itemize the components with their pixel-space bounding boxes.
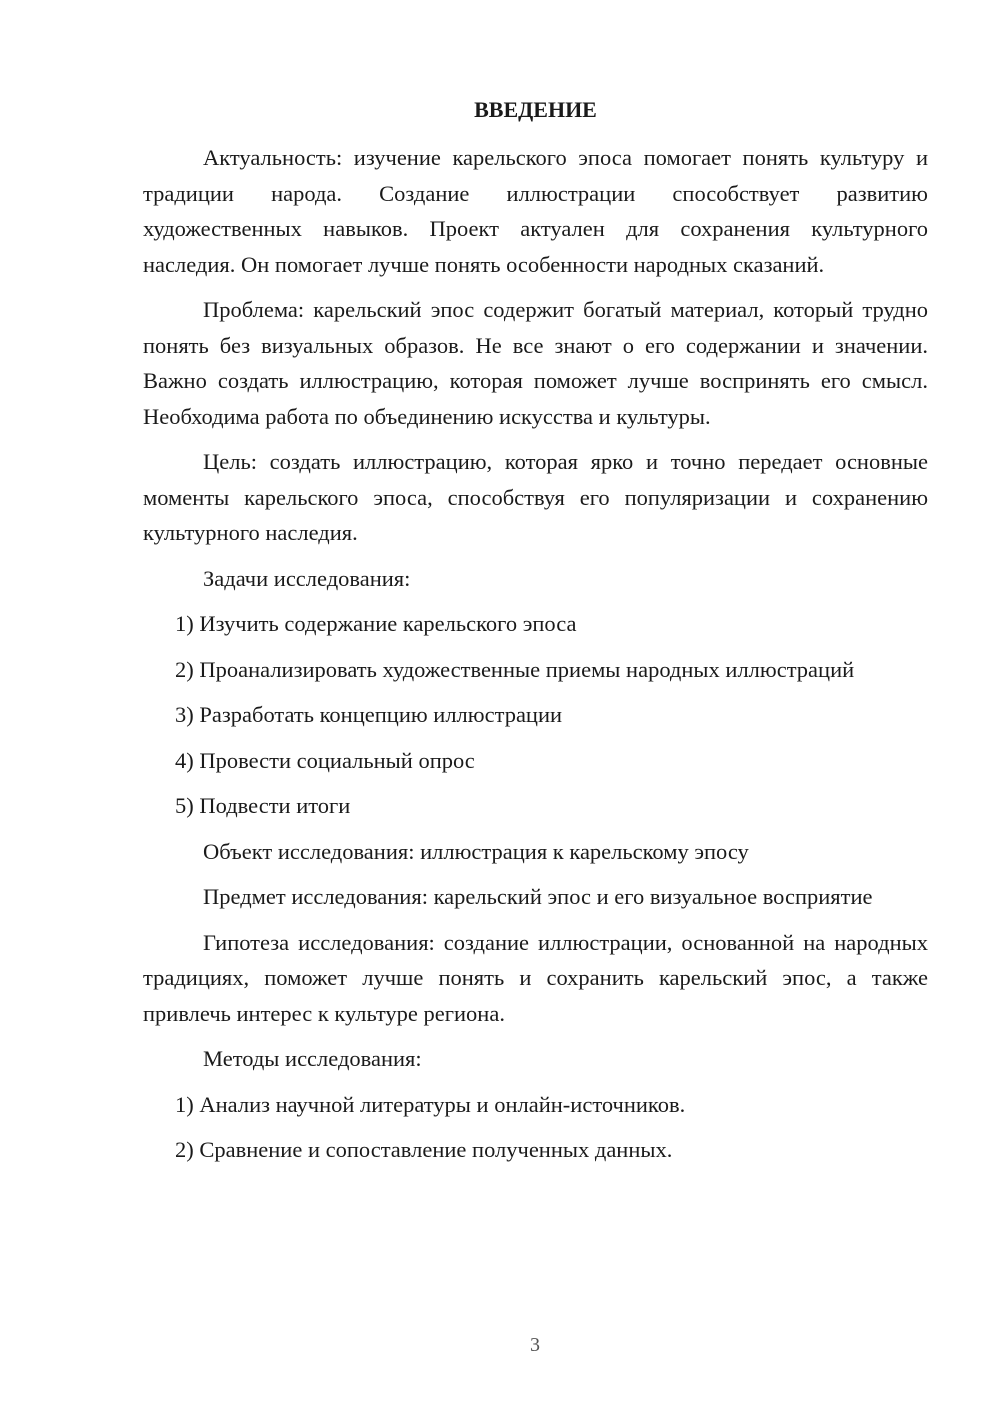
methods-heading: Методы исследования:	[203, 1046, 422, 1071]
method-item-2: 2) Сравнение и сопоставление полученных данных.	[175, 1137, 673, 1162]
paragraph-subject: Предмет исследования: карельский эпос и его визуальное восприятие	[203, 884, 873, 909]
paragraph-goal: Цель: создать иллюстрацию, которая ярко и точно передает основные моменты карельского эпоса, способствуя его популяризации и сохранению культурного наследия.	[143, 449, 928, 545]
paragraph-hypothesis: Гипотеза исследования: создание иллюстрации, основанной на народных традициях, поможет лучше понять и сохранить карельский эпос, а также привлечь интерес к культуре региона.	[143, 929, 928, 1026]
paragraph-problem: Проблема: карельский эпос содержит богатый материал, который трудно понять без визуальных образов. Не все знают о его содержании и значении. Важно создать иллюстрацию, которая поможет лучше воспринять его смысл. Необходима работа по объединению искусства и культуры.	[143, 297, 928, 429]
task-item-1: 1) Изучить содержание карельского эпоса	[175, 611, 577, 636]
task-item-5: 5) Подвести итоги	[175, 793, 351, 818]
paragraph-object: Объект исследования: иллюстрация к карельскому эпосу	[203, 838, 749, 864]
tasks-heading: Задачи исследования:	[203, 565, 411, 591]
paragraph-relevance: Актуальность: изучение карельского эпоса помогает понять культуру и традиции народа. Создание иллюстрации способствует развитию художественных навыков. Проект актуален для сохранения культурного наследия. Он помогает лучше понять особенности народных сказаний.	[143, 145, 928, 277]
page-number: 3	[530, 1334, 540, 1356]
task-item-2: 2) Проанализировать художественные приемы народных иллюстраций	[175, 656, 855, 682]
task-item-4: 4) Провести социальный опрос	[175, 747, 475, 773]
page-content	[143, 92, 928, 1178]
section-title: ВВЕДЕНИЕ	[474, 97, 597, 122]
method-item-1: 1) Анализ научной литературы и онлайн-источников.	[175, 1091, 686, 1117]
task-item-3: 3) Разработать концепцию иллюстрации	[175, 702, 563, 727]
